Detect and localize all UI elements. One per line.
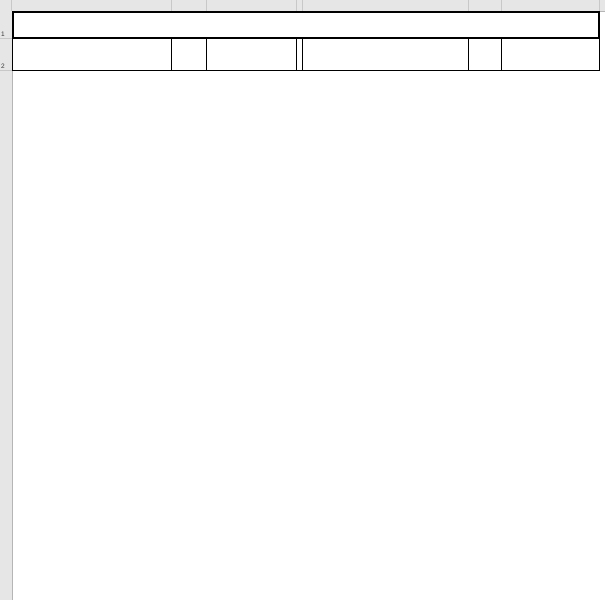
row-number[interactable]: 1 bbox=[0, 11, 12, 39]
column-header-e[interactable] bbox=[303, 0, 469, 11]
header-unit-2[interactable] bbox=[469, 39, 502, 70]
row-number[interactable]: 2 bbox=[0, 39, 12, 71]
page-title[interactable] bbox=[12, 11, 600, 39]
column-header-g[interactable] bbox=[502, 0, 600, 11]
header-price[interactable] bbox=[207, 39, 297, 70]
header-unit[interactable] bbox=[172, 39, 207, 70]
column-header-a[interactable] bbox=[12, 0, 172, 11]
header-price-2[interactable] bbox=[502, 39, 600, 70]
header-name[interactable] bbox=[12, 39, 172, 70]
column-header-c[interactable] bbox=[207, 0, 297, 11]
header-row bbox=[12, 39, 600, 71]
sheet-grid bbox=[12, 11, 605, 600]
column-header-f[interactable] bbox=[469, 0, 502, 11]
select-all-corner[interactable] bbox=[0, 0, 12, 11]
column-header-b[interactable] bbox=[172, 0, 207, 11]
header-name-2[interactable] bbox=[303, 39, 469, 70]
